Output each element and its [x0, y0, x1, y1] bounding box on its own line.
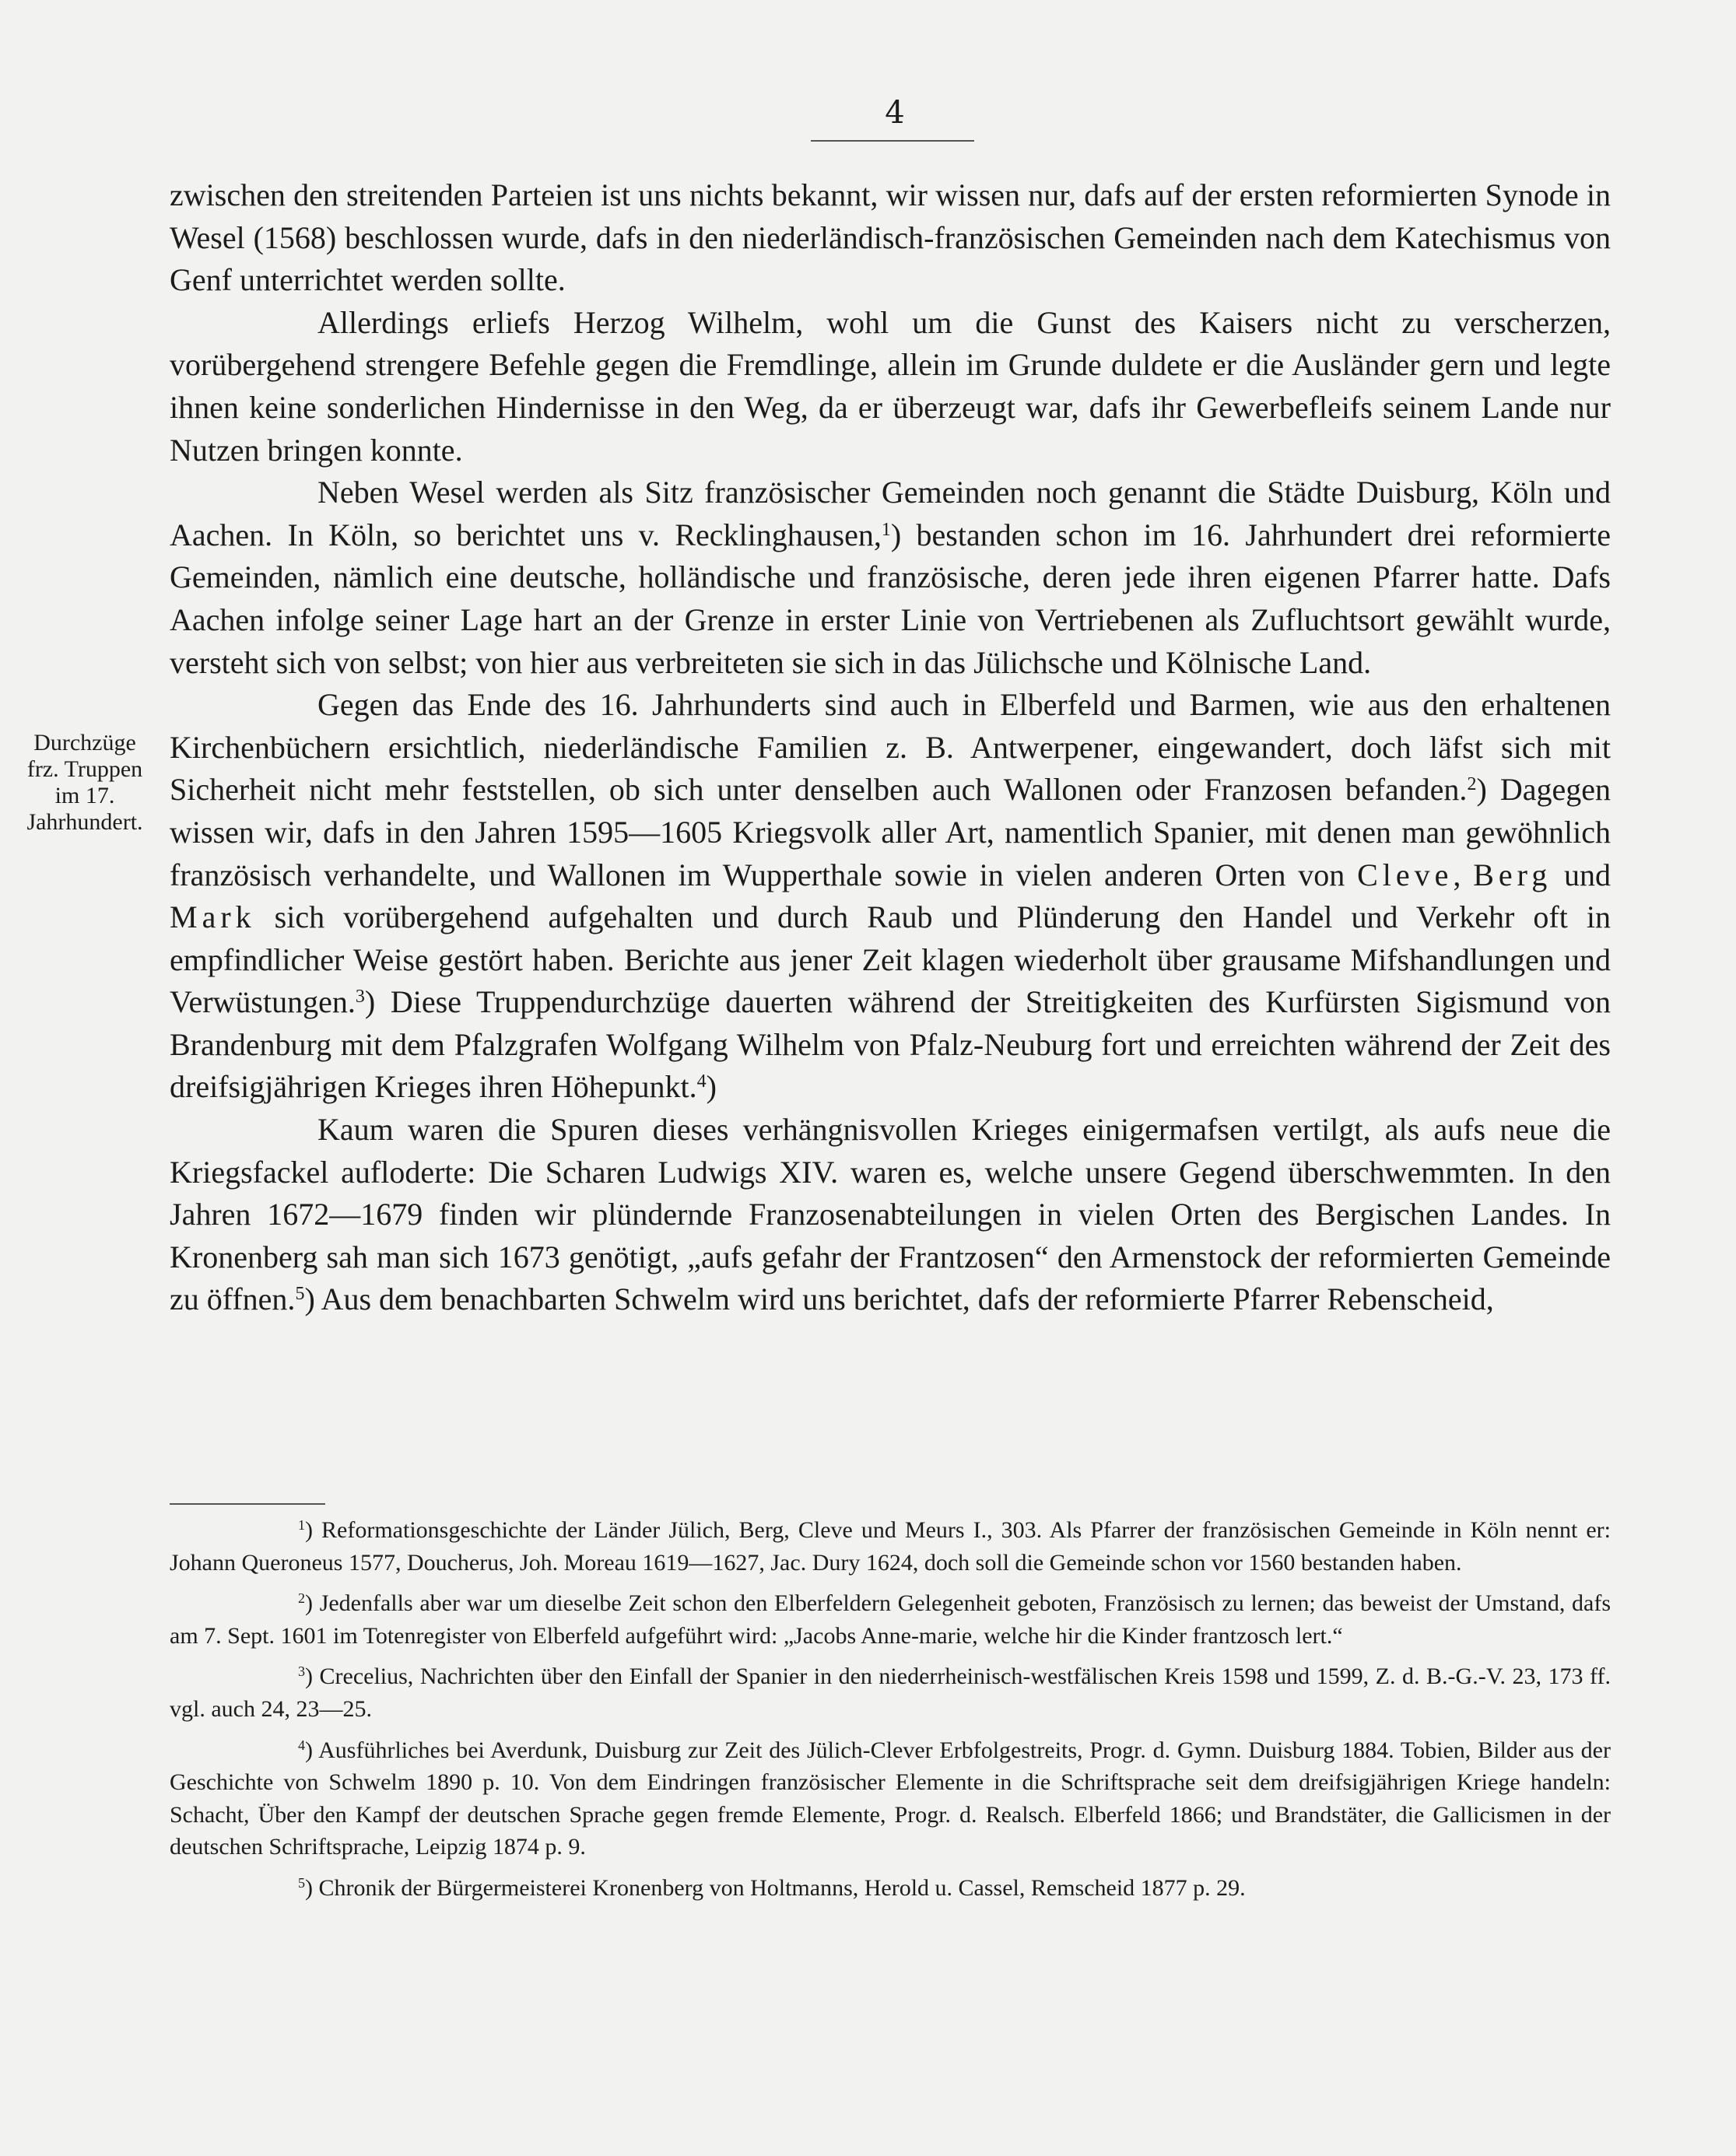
footnote-number: 3 — [298, 1663, 305, 1680]
footnote-ref: 5 — [295, 1284, 305, 1305]
paragraph — [170, 684, 1611, 1109]
footnote — [170, 1872, 1611, 1905]
footnote-number: 4 — [298, 1737, 305, 1753]
paragraph — [170, 472, 1611, 684]
main-text — [170, 174, 1611, 1321]
paragraph — [170, 302, 1611, 472]
spaced-name: Cleve — [1357, 857, 1454, 892]
footnote-rule — [170, 1503, 325, 1505]
footnote — [170, 1514, 1611, 1579]
footnote-number: 1 — [298, 1517, 305, 1534]
spaced-name: Berg — [1473, 857, 1552, 892]
footnote-text: ) Chronik der Bürgermeisterei Kronenberg von Holtmanns, Herold u. Cassel, Remscheid 1877 p. 29. — [305, 1874, 1246, 1901]
footnote-text: ) Jedenfalls aber war um dieselbe Zeit schon den Elberfeldern Gelegenheit geboten, Französisch zu lernen; das beweist der Umstand, dafs am 7. Sept. 1601 im Totenregister von Elberfeld aufgeführt wird: „Jacobs Anne-marie, welche hir die Kinder frantzosch lert.“ — [170, 1590, 1611, 1649]
footnote-number: 2 — [298, 1590, 305, 1607]
footnote-text: ) Reformationsgeschichte der Länder Jülich, Berg, Cleve und Meurs I., 303. Als Pfarrer der französischen Gemeinde in Köln nennt er: Johann Queroneus 1577, Doucherus, Joh. Moreau 1619—1627, Jac. Dury 1624, doch soll die Gemeinde schon vor 1560 bestanden haben. — [170, 1517, 1611, 1576]
paragraph — [170, 174, 1611, 302]
text-run: Neben Wesel werden als Sitz französischer Gemeinden noch genannt die Städte Duisburg, Köln und Aachen. In Köln, so berichtet uns v. Recklinghausen, — [170, 475, 1611, 552]
margin-note — [0, 730, 170, 836]
footnote-number: 5 — [298, 1875, 305, 1891]
footnote — [170, 1734, 1611, 1863]
margin-note-line: frz. Truppen — [26, 756, 143, 782]
footnote-ref: 1 — [881, 519, 891, 540]
text-run: ) Diese Truppendurchzüge dauerten während der Streitigkeiten des Kurfürsten Sigismund von Brandenburg mit dem Pfalzgrafen Wolfgang Wilhelm von Pfalz-Neuburg fort und erreichten während der Zeit des dreifsigjährigen Krieges ihren Höhepunkt. — [170, 984, 1611, 1105]
footnotes — [170, 1514, 1611, 1913]
footnote-text: ) Ausführliches bei Averdunk, Duisburg zur Zeit des Jülich-Clever Erbfolgestreits, Progr. d. Gymn. Duisburg 1884. Tobien, Bilder aus der Geschichte von Schwelm 1890 p. 10. Von dem Eindringen französischer Elemente in die Schriftsprache seit dem dreifsigjährigen Kriege handeln: Schacht, Über den Kampf der deutschen Sprache gegen fremde Elemente, Progr. d. Realsch. Elberfeld 1866; und Brandstäter, die Gallicismen in der deutschen Schriftsprache, Leipzig 1874 p. 9. — [170, 1737, 1611, 1860]
text-run: ) bestanden schon im 16. Jahrhundert drei reformierte Gemeinden, nämlich eine deutsche, holländische und französische, deren jede ihren eigenen Pfarrer hatte. Dafs Aachen infolge seiner Lage hart an der Grenze in erster Linie von Vertriebenen als Zufluchtsort gewählt wurde, versteht sich von selbst; von hier aus verbreiteten sie sich in das Jülichsche und Kölnische Land. — [170, 517, 1611, 680]
footnote-text: ) Crecelius, Nachrichten über den Einfall der Spanier in den niederrheinisch-westfälischen Kreis 1598 und 1599, Z. d. B.-G.-V. 23, 173 ff. vgl. auch 24, 23—25. — [170, 1663, 1611, 1722]
text-run: sich vorübergehend aufgehalten und durch Raub und Plünderung den Handel und Verkehr oft in empfindlicher Weise gestört haben. Berichte aus jener Zeit klagen wiederholt über grausame Mifshandlungen und Verwüstungen. — [170, 899, 1611, 1020]
footnote-ref: 3 — [355, 987, 365, 1008]
paragraph — [170, 1109, 1611, 1321]
text-run: Gegen das Ende des 16. Jahrhunderts sind auch in Elberfeld und Barmen, wie aus den erhaltenen Kirchenbüchern ersichtlich, niederländische Familien z. B. Antwerpener, eingewandert, doch läfst sich mit Sicherheit nicht mehr feststellen, ob sich unter denselben auch Wallonen oder Franzosen befanden. — [170, 687, 1611, 808]
text-run: ) Dagegen wissen wir, dafs in den Jahren 1595—1605 Kriegsvolk aller Art, namentlich Spanier, mit denen man gewöhnlich französisch verhandelte, und Wallonen im Wupperthale sowie in vielen anderen Orten von — [170, 772, 1611, 892]
margin-note-line: Durchzüge — [33, 730, 136, 755]
text-run: ) Aus dem benachbarten Schwelm wird uns berichtet, dafs der reformierte Pfarrer Rebenscheid, — [304, 1281, 1494, 1317]
footnote — [170, 1660, 1611, 1725]
page-number: 4 — [885, 95, 905, 131]
footnote-ref: 2 — [1467, 774, 1477, 795]
text-run: zwischen den streitenden Parteien ist uns nichts bekannt, wir wissen nur, dafs auf der ersten reformierten Synode in Wesel (1568) beschlossen wurde, dafs in den niederländisch-französischen Gemeinden nach dem Katechismus von Genf unterrichtet werden sollte. — [170, 177, 1611, 298]
spaced-name: Mark — [170, 899, 256, 935]
text-run: , — [1453, 857, 1474, 892]
text-run: ) — [706, 1069, 717, 1105]
text-run: und — [1552, 857, 1611, 892]
text-run: Allerdings erliefs Herzog Wilhelm, wohl um die Gunst des Kaisers nicht zu verscherzen, vorübergehend strengere Befehle gegen die Fremdlinge, allein im Grunde duldete er die Ausländer gern und legte ihnen keine sonderlichen Hindernisse in den Weg, da er überzeugt war, dafs ihr Gewerbefleifs seinem Lande nur Nutzen bringen konnte. — [170, 304, 1611, 468]
text-run: Kaum waren die Spuren dieses verhängnisvollen Krieges einigermafsen vertilgt, als aufs neue die Kriegsfackel aufloderte: Die Scharen Ludwigs XIV. waren es, welche unsere Gegend überschwemmten. In den Jahren 1672—1679 finden wir plündernde Franzosenabteilungen in vielen Orten des Bergischen Landes. In Kronenberg sah man sich 1673 genötigt, „aufs gefahr der Frantzosen“ den Armenstock der reformierten Gemeinde zu öffnen. — [170, 1112, 1611, 1317]
footnote — [170, 1587, 1611, 1652]
header-rule — [811, 140, 974, 142]
margin-note-line: im 17. — [54, 783, 115, 808]
footnote-ref: 4 — [696, 1071, 707, 1092]
margin-note-line: Jahrhundert. — [26, 809, 143, 835]
